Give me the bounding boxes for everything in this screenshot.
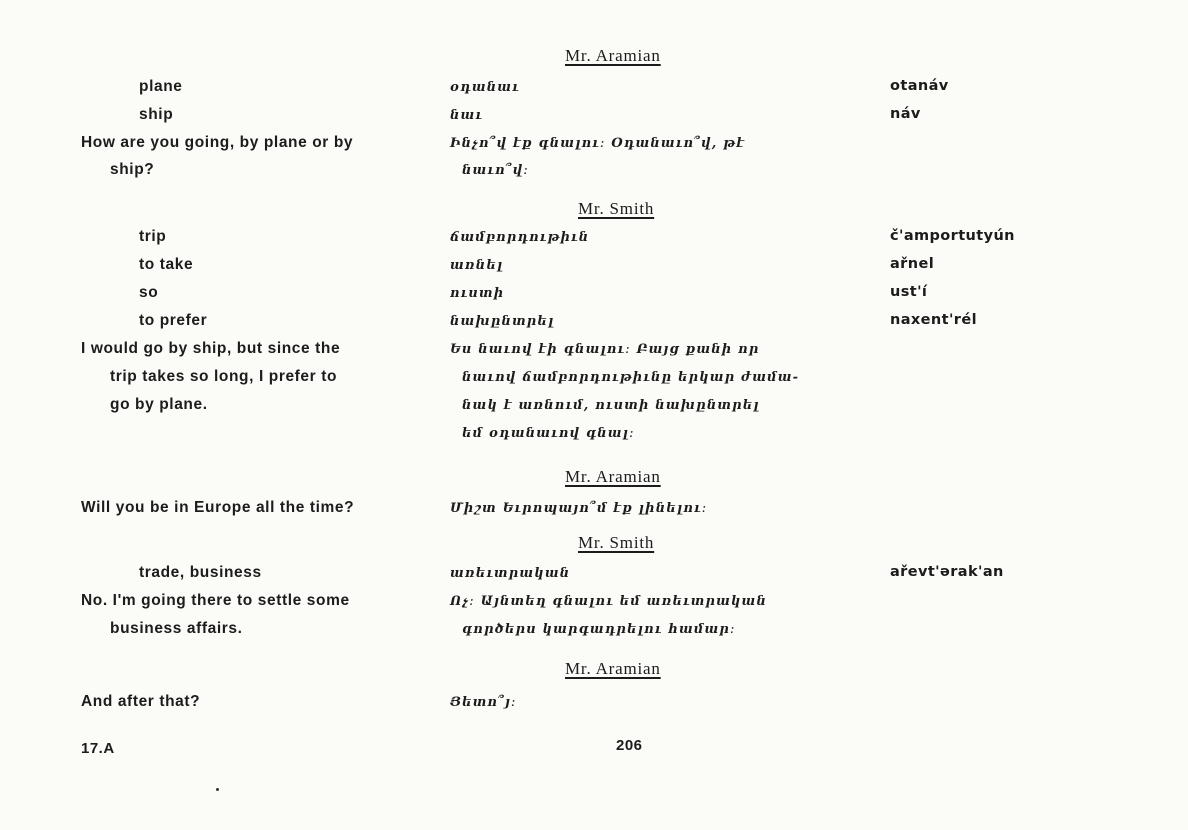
vocab-english: so <box>139 284 159 301</box>
speaker-heading: Mr. Aramian <box>565 467 661 486</box>
speaker-heading: Mr. Smith <box>578 199 655 218</box>
sentence-armenian-line: Յետո՞յ։ <box>450 695 517 710</box>
sentence-armenian-line: նաւով ճամբորդութիւնը երկար ժամա- <box>462 370 800 385</box>
sentence-english-line: Will you be in Europe all the time? <box>81 499 355 516</box>
vocab-transliteration: ařevt'ərak'an <box>890 564 1004 580</box>
vocab-transliteration: náv <box>890 106 921 122</box>
vocab-armenian: ճամբորդութիւն <box>450 230 590 245</box>
speaker-heading: Mr. Aramian <box>565 46 661 65</box>
vocab-armenian: ուստի <box>450 286 505 301</box>
vocab-transliteration: naxent'rél <box>890 312 977 328</box>
vocab-transliteration: otanáv <box>890 78 949 94</box>
vocab-english: trip <box>139 228 167 245</box>
vocab-english: to take <box>139 256 194 273</box>
vocab-english: plane <box>139 78 183 95</box>
sentence-english-line: How are you going, by plane or by <box>81 134 354 151</box>
sentence-english-line: I would go by ship, but since the <box>81 340 341 357</box>
sentence-english-line: business affairs. <box>110 620 243 637</box>
vocab-armenian: նախընտրել <box>450 314 555 329</box>
speaker-heading: Mr. Aramian <box>565 659 661 678</box>
sentence-armenian-line: գործերս կարգադրելու համար։ <box>462 622 736 637</box>
sentence-armenian-line: Միշտ Եւրոպայո՞մ էք լինելու։ <box>450 501 708 516</box>
sentence-english-line: And after that? <box>81 693 201 710</box>
lesson-label: 17.A <box>81 740 115 757</box>
vocab-english: trade, business <box>139 564 262 581</box>
vocab-english: to prefer <box>139 312 208 329</box>
sentence-english-line: go by plane. <box>110 396 208 413</box>
sentence-armenian-line: Ես նաւով էի գնալու։ Բայց քանի որ <box>450 342 760 357</box>
vocab-armenian: նաւ <box>450 108 484 123</box>
vocab-armenian: առնել <box>450 258 504 273</box>
page-number: 206 <box>616 737 643 754</box>
sentence-armenian-line: Ինչո՞վ էք գնալու։ Օդանաւո՞վ, թէ <box>450 136 746 151</box>
sentence-armenian-line: նակ է առնում, ուստի նախընտրել <box>462 398 760 413</box>
sentence-english-line: No. I'm going there to settle some <box>81 592 350 609</box>
sentence-english-line: ship? <box>110 161 155 178</box>
sentence-english-line: trip takes so long, I prefer to <box>110 368 338 385</box>
speck-mark <box>216 788 219 791</box>
vocab-transliteration: č'amportutyún <box>890 228 1015 244</box>
sentence-armenian-line: նաւո՞վ։ <box>462 163 530 178</box>
vocab-transliteration: ust'í <box>890 284 928 300</box>
vocab-english: ship <box>139 106 174 123</box>
speaker-heading: Mr. Smith <box>578 533 655 552</box>
vocab-transliteration: ařnel <box>890 256 935 272</box>
sentence-armenian-line: եմ օդանաւով գնալ։ <box>462 426 635 441</box>
sentence-armenian-line: Ոչ։ Այնտեղ գնալու եմ առեւտրական <box>450 594 767 609</box>
vocab-armenian: օդանաւ <box>450 80 520 95</box>
vocab-armenian: առեւտրական <box>450 566 571 581</box>
